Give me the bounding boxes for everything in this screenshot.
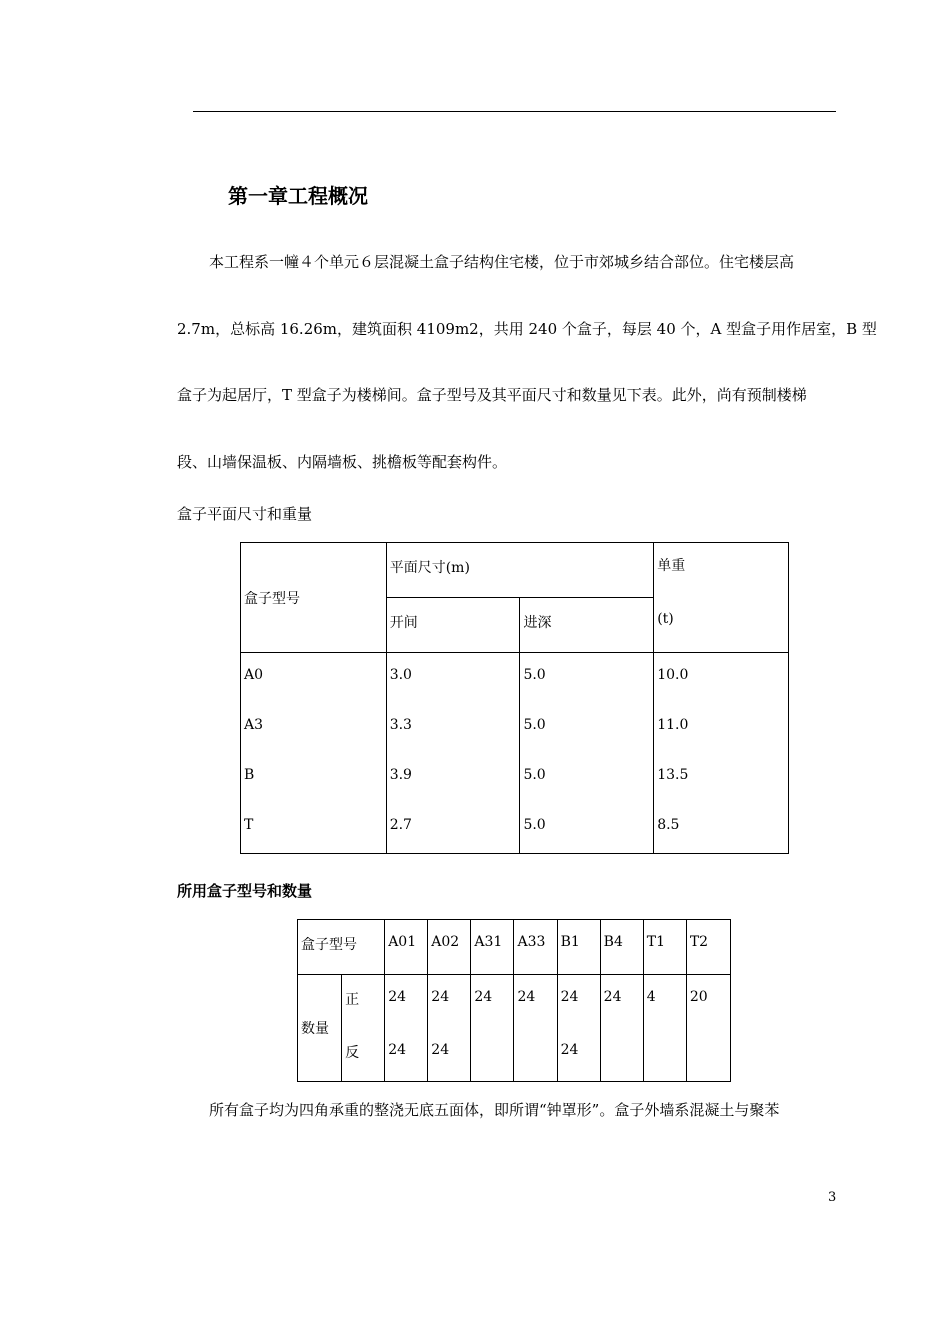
- row-width: 3.9: [386, 750, 520, 800]
- row-type: A3: [241, 700, 387, 750]
- type-header: A01: [385, 920, 428, 975]
- row-weight: 11.0: [654, 700, 789, 750]
- qty-label: 数量: [298, 975, 342, 1082]
- row-weight: 8.5: [654, 800, 789, 854]
- dimension-weight-table: [240, 542, 789, 854]
- row-type: A0: [241, 653, 387, 701]
- qty-pos: 24: [517, 989, 536, 1005]
- table-row: [241, 653, 789, 701]
- row-width: 3.0: [386, 653, 520, 701]
- qty-neg: 24: [431, 1042, 450, 1058]
- row-depth: 5.0: [520, 653, 654, 701]
- closing-line: 所有盒子均为四角承重的整浇无底五面体，即所谓“钟罩形”。盒子外墙系混凝土与聚苯: [209, 1101, 780, 1119]
- pos-label: 正: [345, 992, 360, 1008]
- type-header: B1: [557, 920, 600, 975]
- table1-caption: 盒子平面尺寸和重量: [177, 505, 313, 523]
- header-depth: 进深: [520, 598, 654, 653]
- header-rule: [193, 111, 836, 112]
- row-width: 2.7: [386, 800, 520, 854]
- qty-cell: [514, 975, 557, 1082]
- qty-pos: 4: [646, 989, 656, 1005]
- header-weight-unit: (t): [657, 611, 674, 627]
- type-header: A33: [514, 920, 557, 975]
- qty-cell: [471, 975, 514, 1082]
- qty-pos: 24: [603, 989, 622, 1005]
- header-weight-label: 单重: [657, 558, 686, 574]
- intro-line-4: 段、山墙保温板、内隔墙板、挑檐板等配套构件。: [177, 453, 508, 471]
- header-type: 盒子型号: [241, 543, 387, 653]
- qty-sign-cell: [342, 975, 385, 1082]
- row-depth: 5.0: [520, 750, 654, 800]
- row-type: T: [241, 800, 387, 854]
- header-size: 平面尺寸(m): [386, 543, 654, 598]
- type-header: B4: [600, 920, 643, 975]
- table2-caption: 所用盒子型号和数量: [177, 882, 313, 900]
- neg-label: 反: [345, 1045, 360, 1061]
- intro-line-3: 盒子为起居厅，T 型盒子为楼梯间。盒子型号及其平面尺寸和数量见下表。此外，尚有预制楼梯: [177, 386, 807, 404]
- qty-cell: [428, 975, 471, 1082]
- qty-cell: [600, 975, 643, 1082]
- row-weight: 13.5: [654, 750, 789, 800]
- table-row: [241, 750, 789, 800]
- qty-cell: [385, 975, 428, 1082]
- type-header: T1: [643, 920, 686, 975]
- row-width: 3.3: [386, 700, 520, 750]
- row-type: B: [241, 750, 387, 800]
- header-weight: [654, 543, 789, 653]
- chapter-heading: 第一章工程概况: [228, 184, 368, 208]
- type-header: T2: [686, 920, 730, 975]
- qty-header-label: 盒子型号: [298, 920, 385, 975]
- qty-cell: [643, 975, 686, 1082]
- qty-neg: 24: [560, 1042, 579, 1058]
- type-quantity-table: [297, 919, 731, 1082]
- page-number: 3: [828, 1190, 837, 1205]
- row-depth: 5.0: [520, 700, 654, 750]
- qty-cell: [686, 975, 730, 1082]
- table-row: [241, 700, 789, 750]
- qty-cell: [557, 975, 600, 1082]
- row-depth: 5.0: [520, 800, 654, 854]
- qty-pos: 24: [431, 989, 450, 1005]
- header-width: 开间: [386, 598, 520, 653]
- qty-pos: 24: [388, 989, 407, 1005]
- intro-line-2: 2.7m，总标高 16.26m，建筑面积 4109m2，共用 240 个盒子，每层 40 个，A 型盒子用作居室，B 型: [177, 320, 877, 338]
- qty-pos: 20: [689, 989, 708, 1005]
- table-row: [241, 800, 789, 854]
- qty-pos: 24: [560, 989, 579, 1005]
- type-header: A31: [471, 920, 514, 975]
- intro-line-1: 本工程系一幢４个单元６层混凝土盒子结构住宅楼，位于市郊城乡结合部位。住宅楼层高: [209, 253, 795, 271]
- qty-neg: 24: [388, 1042, 407, 1058]
- qty-pos: 24: [474, 989, 493, 1005]
- row-weight: 10.0: [654, 653, 789, 701]
- type-header: A02: [428, 920, 471, 975]
